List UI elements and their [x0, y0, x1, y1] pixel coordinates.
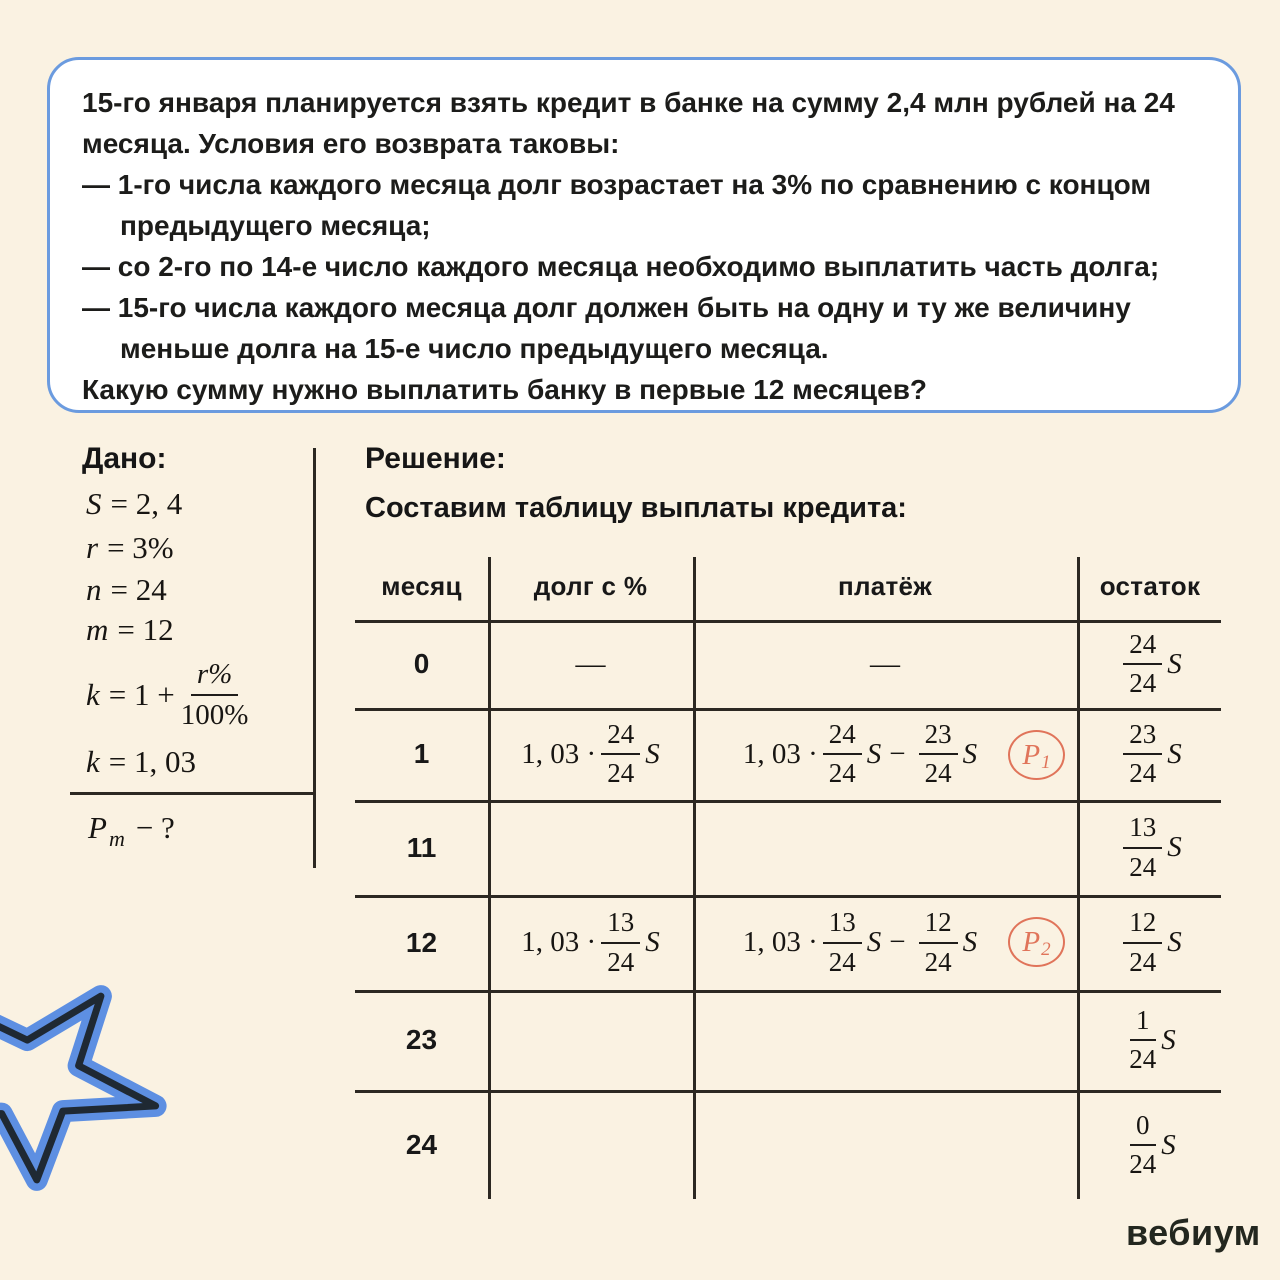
fraction: $\frac{r\%}{100\%}$	[180, 658, 249, 732]
row1-payment: 1, 03 · $\frac{24}{24}$ S − $\frac{23}{24}$ S	[742, 718, 978, 788]
payment-badge-p2: P 2	[1008, 917, 1065, 967]
given-k-formula: k = 1 + $\frac{r\%}{100\%}$	[86, 658, 249, 732]
row11-month: 11	[406, 831, 437, 863]
webium-logo: вебиум	[1126, 1212, 1261, 1253]
fraction: $\frac{23}{24}$	[919, 719, 958, 789]
fraction: $\frac{23}{24}$	[1123, 719, 1162, 789]
row12-payment: 1, 03 · $\frac{13}{24}$ S − $\frac{12}{24}$ S	[742, 907, 978, 977]
header-payment: платёж	[837, 571, 933, 601]
fraction: $\frac{24}{24}$	[1123, 629, 1162, 699]
given-divider-line	[313, 448, 316, 868]
given-separator-line	[70, 792, 314, 795]
header-month: месяц	[381, 571, 462, 601]
row1-month: 1	[413, 738, 430, 769]
row1-remainder: $\frac{23}{24}$ S	[1079, 710, 1221, 798]
problem-box	[47, 57, 1241, 413]
problem-intro: 15-го января планируется взять кредит в банке на сумму 2,4 млн рублей на 24 месяца. Условия его возврата таковы:	[82, 87, 1175, 159]
row0-month: 0	[413, 648, 430, 679]
problem-condition-1: — 1-го числа каждого месяца долг возрастает на 3% по сравнению с концом предыдущего месяца;	[82, 169, 1152, 241]
solution-subtitle: Составим таблицу выплаты кредита:	[365, 492, 907, 524]
given-title: Дано:	[82, 442, 167, 475]
row23-remainder: $\frac{1}{24}$ S	[1129, 1004, 1176, 1074]
fraction: $\frac{12}{24}$	[919, 907, 958, 977]
row12-month: 12	[405, 926, 438, 958]
fraction: $\frac{13}{24}$	[601, 907, 640, 977]
row0-payment-dash: —	[870, 647, 900, 680]
given-line-n: n = 24	[86, 572, 167, 607]
fraction: $\frac{0}{24}$	[1129, 1109, 1157, 1179]
given-line-r: r = 3%	[86, 530, 174, 565]
solution-title: Решение:	[365, 442, 506, 475]
row12-debt: 1, 03 · $\frac{13}{24}$ S	[521, 907, 660, 977]
payment-badge-p1: P 1	[1008, 730, 1065, 780]
row12-remainder: $\frac{12}{24}$ S	[1079, 897, 1221, 988]
given-question: P m − ?	[88, 810, 175, 851]
row0-debt-dash: —	[575, 647, 606, 680]
fraction: $\frac{12}{24}$	[1123, 907, 1162, 977]
credit-table	[355, 555, 1221, 1201]
problem-condition-3: — 15-го числа каждого месяца долг должен быть на одну и ту же величину меньше долга на 15-е число предыдущего месяца.	[82, 292, 1131, 364]
header-remainder: остаток	[1099, 571, 1201, 601]
row24-remainder: $\frac{0}{24}$ S	[1129, 1109, 1176, 1179]
fraction: $\frac{13}{24}$	[1123, 812, 1162, 882]
row23-month: 23	[405, 1024, 438, 1055]
given-k-value: k = 1, 03	[86, 744, 196, 779]
given-line-s: S = 2, 4	[86, 486, 183, 521]
problem-condition-2: — со 2-го по 14-е число каждого месяца необходимо выплатить часть долга;	[82, 251, 1160, 282]
row11-remainder: $\frac{13}{24}$ S	[1079, 802, 1221, 893]
given-line-m: m = 12	[86, 612, 174, 647]
row0-remainder: $\frac{24}{24}$ S	[1079, 622, 1221, 706]
header-debt: долг с %	[533, 571, 648, 601]
fraction: $\frac{13}{24}$	[823, 907, 862, 977]
problem-question: Какую сумму нужно выплатить банку в первые 12 месяцев?	[82, 374, 928, 405]
fraction: $\frac{1}{24}$	[1129, 1004, 1157, 1074]
fraction: $\frac{24}{24}$	[823, 719, 862, 789]
row24-month: 24	[405, 1129, 438, 1160]
row1-debt: 1, 03 · $\frac{24}{24}$ S	[521, 718, 660, 788]
star-doodle	[0, 975, 205, 1195]
fraction: $\frac{24}{24}$	[601, 719, 640, 789]
